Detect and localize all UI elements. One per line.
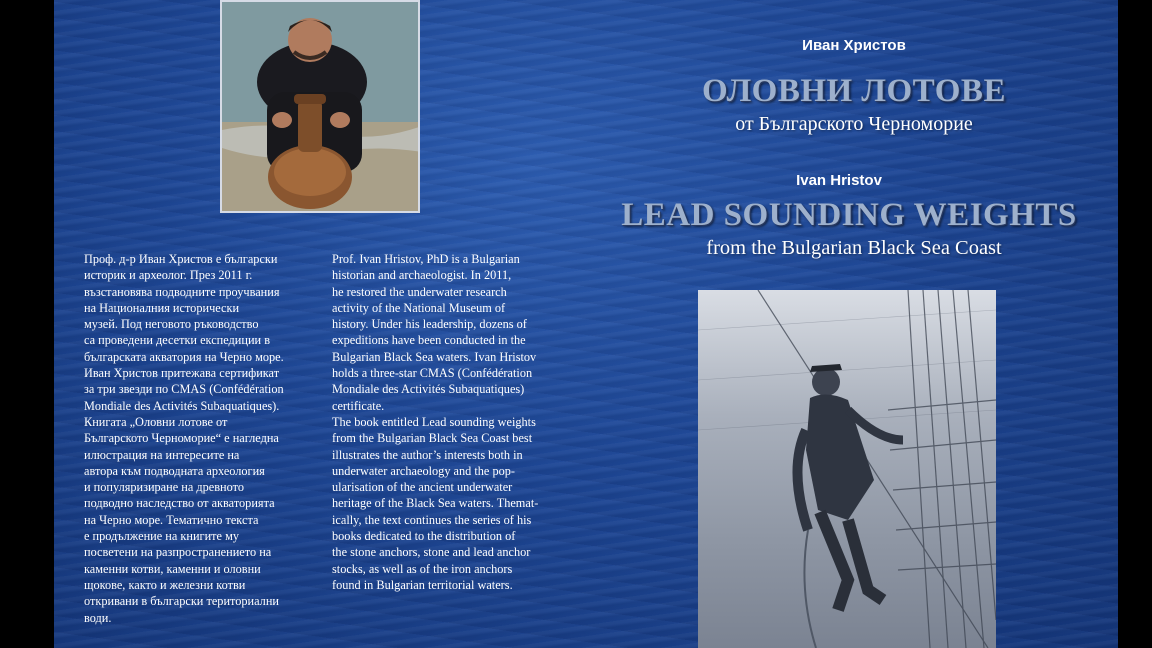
sailor-on-rigging-image bbox=[698, 290, 996, 648]
title-en: LEAD SOUNDING WEIGHTS bbox=[621, 197, 1077, 233]
subtitle-bg: от Българското Черноморие bbox=[735, 113, 973, 135]
diver-with-amphora-image bbox=[222, 2, 420, 213]
title-bg: ОЛОВНИ ЛОТОВЕ bbox=[702, 73, 1006, 109]
book-cover-spread bbox=[54, 0, 1118, 648]
author-name-bg: Иван Христов bbox=[802, 37, 906, 54]
english-description: Prof. Ivan Hristov, PhD is a Bulgarian historian and archaeologist. In 2011, he restored the underwater research activity of the National Museum of history. Under his leadership, dozens of expeditions have been conducted in the Bulgarian Black Sea waters. Ivan Hristov holds a three-star CMAS (Confédération Mondiale des Activités Subaquatiques) certificate. The book entitled Lead sounding weights from the Bulgarian Black Sea Coast best illustrates the author’s interests both in underwater archaeology and the pop- ularisation of the ancient underwater heritage of the Black Sea waters. Themat- ically, the text continues the series of his books dedicated to the distribution of the stone anchors, stone and lead anchor stocks, as well as of the iron anchors found in Bulgarian territorial waters. bbox=[332, 252, 539, 592]
subtitle-en: from the Bulgarian Black Sea Coast bbox=[706, 237, 1002, 259]
sailor-engraving bbox=[698, 290, 996, 648]
author-name-en: Ivan Hristov bbox=[796, 172, 882, 189]
author-photo bbox=[220, 0, 420, 213]
bulgarian-description: Проф. д-р Иван Христов е български историк и археолог. През 2011 г. възстановява подводните проучвания на Националния исторически музей. Под неговото ръководство са проведени десетки експедиции в българската акватория на Черно море. Иван Христов притежава сертификат за три звезди по CMAS (Confédération Mondiale des Activités Subaquatiques). Книгата „Оловни лотове от Българското Черноморие“ е нагледна илюстрация на интересите на автора към подводната археология и популяризиране на древното подводно наследство от акваторията на Черно море. Тематично текста е продължение на книгите му посветени на разпространението на каменни котви, каменни и оловни щокове, както и железни котви откривани в български териториални води. bbox=[84, 252, 284, 625]
